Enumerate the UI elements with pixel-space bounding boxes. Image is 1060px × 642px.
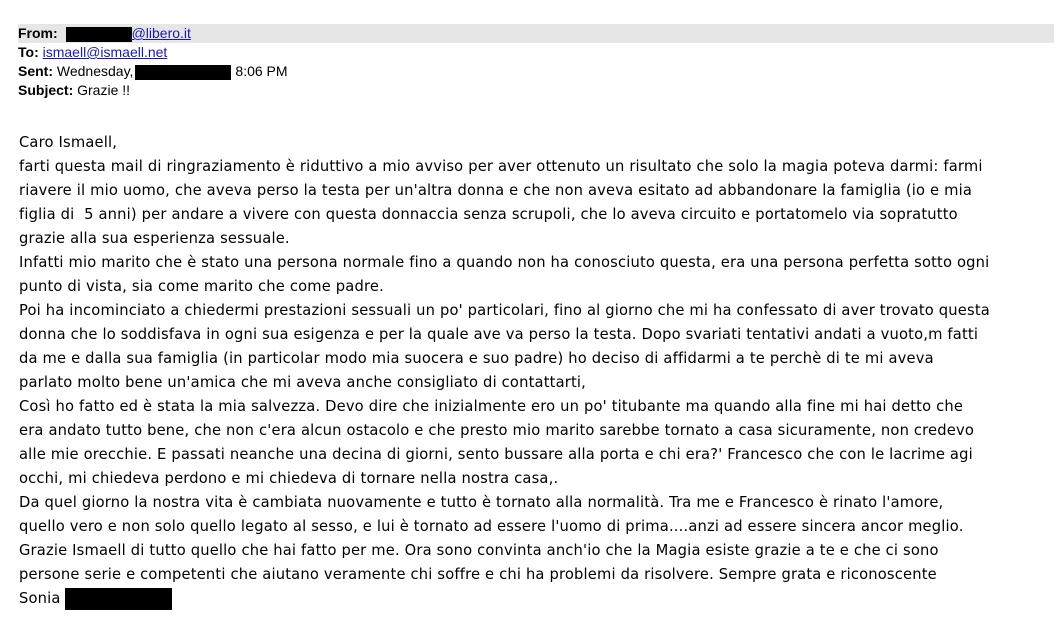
redacted-sender-name bbox=[66, 27, 132, 42]
body-line: grazie alla sua esperienza sessuale. bbox=[19, 230, 290, 247]
subject-value: Grazie !! bbox=[77, 82, 131, 98]
body-line: Così ho fatto ed è stata la mia salvezza. Devo dire che inizialmente ero un po' titubante ma quando alla fine mi hai detto che bbox=[19, 398, 964, 415]
redacted-sent-date bbox=[135, 65, 231, 80]
email-body bbox=[19, 131, 1059, 611]
body-line: occhi, mi chiedeva perdono e mi chiedeva di tornare nella nostra casa,. bbox=[19, 470, 559, 487]
body-line: Poi ha incominciato a chiedermi prestazioni sessuali un po' particolari, fino al giorno che mi ha confessato di aver trovato questa bbox=[19, 302, 990, 319]
body-line: figlia di 5 anni) per andare a vivere con questa donnaccia senza scrupoli, che lo aveva circuito e portatomelo via sopratutto bbox=[19, 206, 958, 223]
from-row bbox=[18, 24, 1054, 43]
body-line: Da quel giorno la nostra vita è cambiata nuovamente e tutto è tornato alla normalità. Tra me e Francesco è rinato l'amore, bbox=[19, 494, 944, 511]
email-header bbox=[18, 24, 1054, 100]
body-line: farti questa mail di ringraziamento è riduttivo a mio avviso per aver ottenuto un risultato che solo la magia poteva darmi: farmi bbox=[19, 158, 983, 175]
body-line: Grazie Ismaell di tutto quello che hai fatto per me. Ora sono convinta anch'io che la Magia esiste grazie a te e che ci sono bbox=[19, 542, 939, 559]
sent-day: Wednesday, bbox=[56, 63, 134, 79]
signature-name: Sonia bbox=[19, 590, 61, 607]
body-line: quello vero e non solo quello legato al sesso, e lui è tornato ad essere l'uomo di prima....anzi ad essere sincera ancor meglio. bbox=[19, 518, 964, 535]
to-row bbox=[18, 43, 1054, 62]
body-line: da me e dalla sua famiglia (in particolar modo mia suocera e suo padre) ho deciso di affidarmi a te perchè di te mi aveva bbox=[19, 350, 934, 367]
body-line: parlato molto bene un'amica che mi aveva anche consigliato di contattarti, bbox=[19, 374, 587, 391]
subject-row bbox=[18, 81, 1054, 100]
to-label: To: bbox=[18, 44, 39, 60]
body-line: donna che lo soddisfava in ogni sua esigenza e per la quale ave va perso la testa. Dopo svariati tentativi andati a vuoto,m fatti bbox=[19, 326, 979, 343]
redacted-signature-surname bbox=[65, 588, 172, 610]
sent-label: Sent: bbox=[18, 63, 53, 79]
body-line: punto di vista, sia come marito che come padre. bbox=[19, 278, 384, 295]
subject-label: Subject: bbox=[18, 82, 74, 98]
body-line: era andato tutto bene, che non c'era alcun ostacolo e che presto mio marito sarebbe tornato a casa sicuramente, non credevo bbox=[19, 422, 975, 439]
body-line: Infatti mio marito che è stato una persona normale fino a quando non ha conosciuto questa, era una persona perfetta sotto ogni bbox=[19, 254, 990, 271]
from-label: From: bbox=[18, 25, 58, 41]
body-line: riavere il mio uomo, che aveva perso la testa per un'altra donna e che non aveva esitato ad abbandonare la famiglia (io e mia bbox=[19, 182, 973, 199]
to-email-link[interactable]: ismaell@ismaell.net bbox=[42, 44, 168, 60]
body-line: alle mie orecchie. E passati neanche una decina di giorni, sento bussare alla porta e chi era?' Francesco che con le lacrime agi bbox=[19, 446, 973, 463]
from-email-link[interactable]: @libero.it bbox=[131, 25, 191, 41]
body-line: persone serie e competenti che aiutano veramente chi soffre e chi ha problemi da risolvere. Sempre grata e riconoscente bbox=[19, 566, 937, 583]
sent-time: 8:06 PM bbox=[235, 63, 288, 79]
signature-row bbox=[19, 587, 1059, 611]
sent-row bbox=[18, 62, 1054, 81]
body-line: Caro Ismaell, bbox=[19, 134, 118, 151]
